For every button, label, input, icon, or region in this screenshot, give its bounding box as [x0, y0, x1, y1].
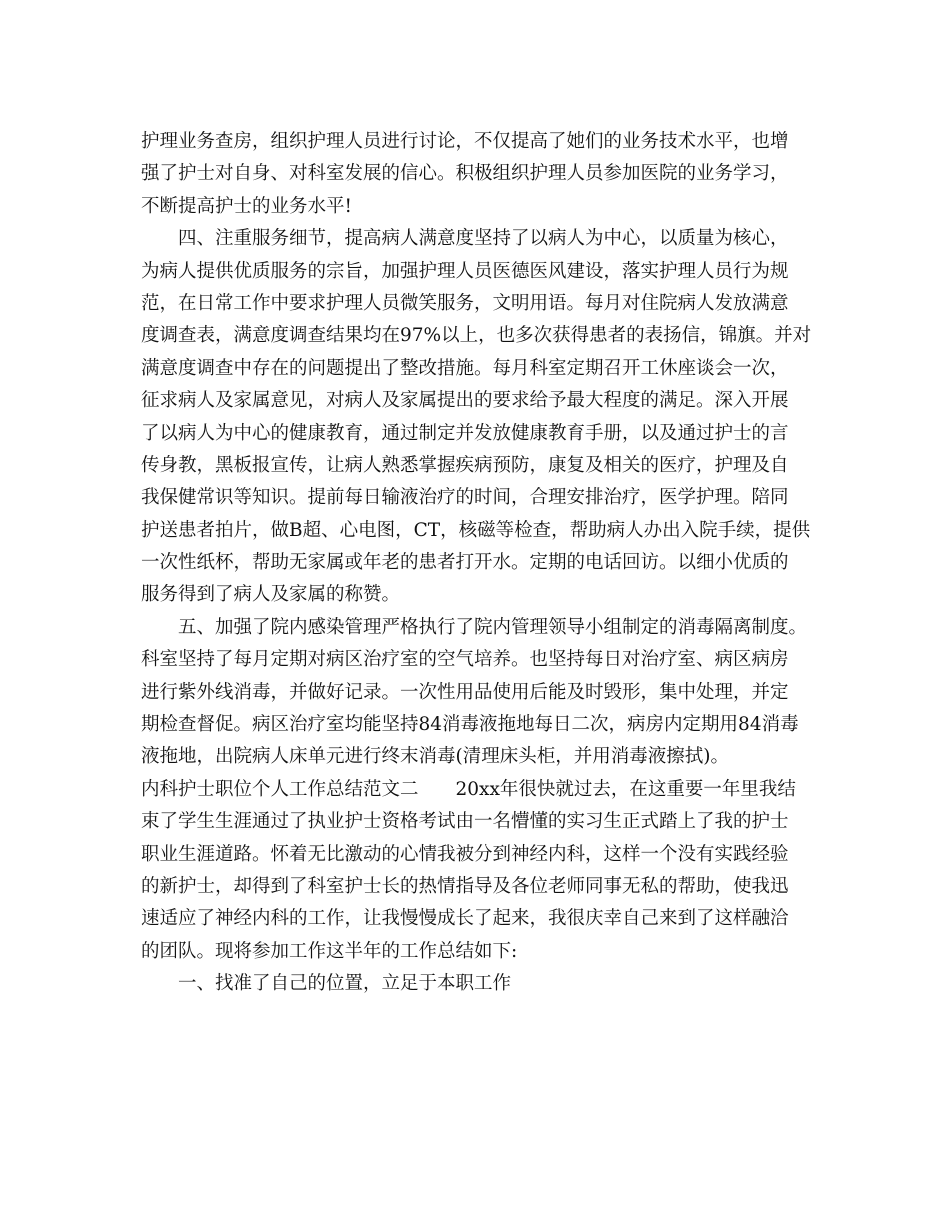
paragraph-line: 了以病人为中心的健康教育，通过制定并发放健康教育手册，以及通过护士的言: [141, 422, 789, 444]
paragraph-line: 一次性纸杯，帮助无家属或年老的患者打开水。定期的电话回访。以细小优质的: [141, 552, 789, 574]
section-five-first-line: 五、加强了院内感染管理严格执行了院内管理领导小组制定的消毒隔离制度。: [178, 616, 808, 638]
paragraph-line: 速适应了神经内科的工作，让我慢慢成长了起来，我很庆幸自己来到了这样融洽: [141, 908, 789, 930]
paragraph-line: 为病人提供优质服务的宗旨，加强护理人员医德医风建设，落实护理人员行为规: [141, 260, 789, 282]
section-four-first-line: 四、注重服务细节，提高病人满意度坚持了以病人为中心，以质量为核心，: [178, 228, 789, 250]
paragraph-line: 束了学生生涯通过了执业护士资格考试由一名懵懂的实习生正式踏上了我的护士: [141, 811, 789, 833]
paragraph-line: 护送患者拍片，做B超、心电图，CT，核磁等检查，帮助病人办出入院手续，提供: [141, 519, 811, 541]
paragraph-line: 度调查表，满意度调查结果均在97%以上，也多次获得患者的表扬信，锦旗。并对: [141, 325, 812, 347]
article-two-title-line: 内科护士职位个人工作总结范文二 20xx年很快就过去，在这重要一年里我结: [141, 778, 796, 800]
paragraph-line: 职业生涯道路。怀着无比激动的心情我被分到神经内科，这样一个没有实践经验: [141, 843, 789, 865]
paragraph-line: 液拖地，出院病人床单元进行终末消毒(清理床头柜，并用消毒液擦拭)。: [141, 746, 729, 768]
paragraph-line: 范，在日常工作中要求护理人员微笑服务，文明用语。每月对住院病人发放满意: [141, 292, 789, 314]
paragraph-line: 强了护士对自身、对科室发展的信心。积极组织护理人员参加医院的业务学习，: [141, 163, 789, 185]
paragraph-line: 护理业务查房，组织护理人员进行讨论，不仅提高了她们的业务技术水平，也增: [141, 131, 789, 152]
paragraph-line: 科室坚持了每月定期对病区治疗室的空气培养。也坚持每日对治疗室、病区病房: [141, 649, 789, 671]
paragraph-line: 满意度调查中存在的问题提出了整改措施。每月科室定期召开工休座谈会一次，: [141, 357, 789, 379]
paragraph-line: 我保健常识等知识。提前每日输液治疗的时间，合理安排治疗，医学护理。陪同: [141, 487, 789, 509]
paragraph-line: 征求病人及家属意见，对病人及家属提出的要求给予最大程度的满足。深入开展: [141, 390, 789, 412]
paragraph-line: 进行紫外线消毒，并做好记录。一次性用品使用后能及时毁形，集中处理，并定: [141, 681, 789, 703]
paragraph-line: 的新护士，却得到了科室护士长的热情指导及各位老师同事无私的帮助，使我迅: [141, 875, 789, 897]
document-body: [141, 126, 821, 1001]
paragraph-line: 服务得到了病人及家属的称赞。: [141, 584, 401, 606]
paragraph-line: 传身教，黑板报宣传，让病人熟悉掌握疾病预防，康复及相关的医疗，护理及自: [141, 454, 789, 476]
paragraph-line: 期检查督促。病区治疗室均能坚持84消毒液拖地每日二次，病房内定期用84消毒: [141, 714, 799, 736]
section-one-heading-line: 一、找准了自己的位置，立足于本职工作: [178, 973, 512, 995]
paragraph-line: 不断提高护士的业务水平!: [141, 195, 352, 217]
paragraph-line: 的团队。现将参加工作这半年的工作总结如下:: [141, 940, 518, 962]
